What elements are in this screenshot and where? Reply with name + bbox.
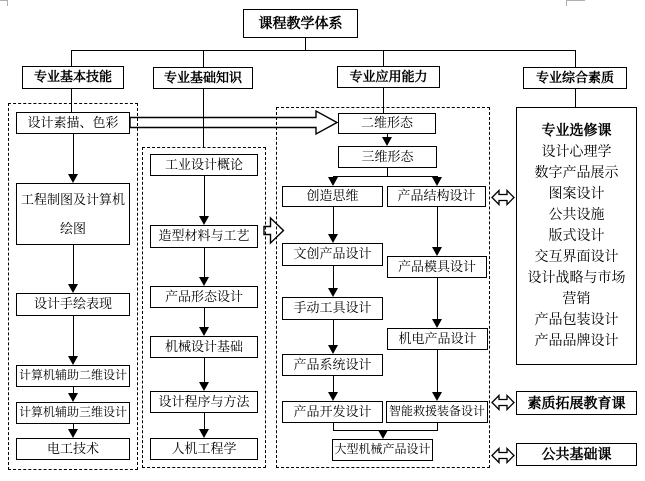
crop-mark-top-left-v	[7, 0, 8, 6]
arrow-down-icon	[328, 177, 338, 186]
branch-application-ability	[337, 66, 440, 88]
elective-item: 产品品牌设计	[534, 332, 619, 348]
crop-mark-top-right	[566, 0, 585, 1]
arrow-line	[333, 376, 334, 392]
elective-item: 版式设计	[548, 227, 605, 243]
branch-label: 专业基础知识	[163, 69, 242, 85]
arrow-down-icon	[432, 392, 442, 401]
arrow-down-icon	[68, 284, 78, 293]
course-box	[16, 402, 130, 424]
course-box	[16, 438, 130, 460]
diagram-title: 课程教学体系	[258, 15, 343, 32]
arrow-down-icon	[328, 345, 338, 354]
arrow-down-icon	[432, 247, 442, 256]
course-label: 计算机辅助二维设计	[18, 368, 127, 383]
arrow-down-icon	[68, 356, 78, 365]
course-label: 产品开发设计	[293, 403, 372, 419]
course-box	[332, 439, 433, 461]
connector-line	[203, 50, 204, 67]
arrow-down-icon	[199, 429, 209, 438]
branch-basic-skills	[22, 66, 124, 89]
course-box	[150, 391, 258, 413]
arrow-down-icon	[328, 288, 338, 297]
diagram-title-box	[243, 9, 358, 38]
arrow-line	[437, 207, 438, 247]
arrow-line	[333, 320, 334, 345]
arrow-down-icon	[432, 177, 442, 186]
course-label: 电工技术	[46, 440, 99, 456]
public-basic-course-box	[516, 443, 637, 466]
course-label: 创造思维	[306, 188, 359, 204]
arrow-line	[437, 278, 438, 319]
elective-item: 设计战略与市场营销	[527, 269, 626, 306]
arrow-line	[437, 350, 438, 392]
arrow-down-icon	[378, 430, 388, 439]
elective-courses-box	[516, 107, 637, 365]
course-box	[16, 112, 130, 134]
course-label: 设计手绘表现	[33, 296, 112, 312]
arrow-down-icon	[68, 174, 78, 183]
course-label: 产品结构设计	[397, 188, 476, 204]
arrow-down-icon	[382, 137, 392, 146]
arrow-line	[333, 266, 334, 288]
course-box	[16, 365, 130, 387]
course-label: 设计程序与方法	[158, 393, 250, 409]
connector-line	[575, 89, 576, 107]
course-box	[387, 328, 488, 350]
course-box	[282, 401, 383, 423]
course-box	[282, 243, 383, 266]
course-label: 机电产品设计	[398, 330, 477, 346]
connector-line	[333, 176, 438, 177]
course-label: 三维形态	[361, 148, 414, 164]
course-label: 二维形态	[360, 115, 413, 131]
course-box	[386, 401, 488, 423]
elective-item: 产品包装设计	[534, 311, 619, 327]
branch-comprehensive-quality	[523, 67, 627, 89]
course-label: 素质拓展教育课	[527, 394, 626, 411]
connector-line	[437, 423, 438, 430]
arrow-line	[204, 413, 205, 429]
double-arrow-icon	[491, 187, 515, 208]
elective-item: 图案设计	[548, 185, 605, 201]
flow-arrow-right-icon	[264, 217, 285, 244]
course-label: 文创产品设计	[293, 246, 372, 262]
elective-item: 交互界面设计	[534, 248, 619, 264]
course-label: 工业设计概论	[164, 156, 243, 172]
branch-label: 专业综合素质	[535, 69, 614, 85]
course-label: 产品形态设计	[164, 288, 243, 304]
elective-title: 专业选修课	[541, 122, 612, 138]
course-box	[387, 256, 487, 278]
course-box	[387, 186, 486, 207]
arrow-down-icon	[328, 392, 338, 401]
arrow-down-icon	[68, 393, 78, 402]
course-label: 设计素描、色彩	[27, 114, 119, 130]
arrow-down-icon	[199, 382, 209, 391]
arrow-down-icon	[199, 277, 209, 286]
course-label: 造型材料与工艺	[158, 228, 250, 244]
arrow-down-icon	[328, 234, 338, 243]
branch-basic-knowledge	[153, 67, 253, 89]
elective-item: 设计心理学	[541, 143, 612, 159]
branch-label: 专业基本技能	[33, 69, 112, 85]
course-box	[338, 113, 436, 134]
course-label: 手动工具设计	[293, 300, 372, 316]
course-box	[150, 154, 258, 176]
arrow-line	[204, 358, 205, 382]
branch-label: 专业应用能力	[349, 68, 428, 84]
course-box	[150, 286, 258, 308]
connector-line	[333, 423, 334, 430]
connector-line	[575, 50, 576, 67]
elective-item: 公共设施	[548, 206, 605, 222]
arrow-line	[73, 134, 74, 174]
course-label: 大型机械产品设计	[334, 442, 431, 457]
arrow-line	[204, 248, 205, 277]
arrow-line	[73, 245, 74, 284]
elective-item: 数字产品展示	[534, 164, 619, 180]
course-label: 机械设计基础	[164, 338, 243, 354]
course-box	[282, 186, 383, 207]
course-label: 人机工程学	[171, 440, 237, 456]
course-box	[338, 146, 437, 168]
arrow-down-icon	[432, 319, 442, 328]
course-label: 智能救援装备设计	[388, 404, 485, 419]
course-box	[150, 336, 258, 358]
connector-line	[71, 50, 576, 51]
double-arrow-icon	[491, 392, 515, 413]
quality-development-course-box	[516, 391, 637, 415]
connector-line	[305, 38, 306, 50]
course-box	[150, 225, 258, 248]
connector-line	[383, 50, 384, 66]
course-box	[16, 183, 130, 245]
course-box	[150, 438, 258, 460]
course-box	[282, 354, 383, 376]
course-label: 产品系统设计	[293, 356, 372, 372]
course-label: 工程制图及计算机绘图	[20, 192, 125, 236]
course-label: 产品模具设计	[397, 258, 476, 274]
double-arrow-icon	[491, 445, 515, 466]
connector-line	[387, 168, 388, 176]
arrow-line	[73, 316, 74, 356]
arrow-line	[204, 308, 205, 327]
arrow-down-icon	[199, 327, 209, 336]
connector-line	[71, 50, 72, 66]
course-box	[282, 297, 383, 320]
arrow-line	[333, 207, 334, 234]
arrow-down-icon	[68, 429, 78, 438]
course-box	[16, 293, 130, 316]
course-label: 计算机辅助三维设计	[18, 405, 127, 420]
arrow-line	[204, 176, 205, 216]
course-label: 公共基础课	[541, 446, 612, 463]
flow-arrow-right-icon	[130, 110, 339, 135]
arrow-down-icon	[199, 216, 209, 225]
